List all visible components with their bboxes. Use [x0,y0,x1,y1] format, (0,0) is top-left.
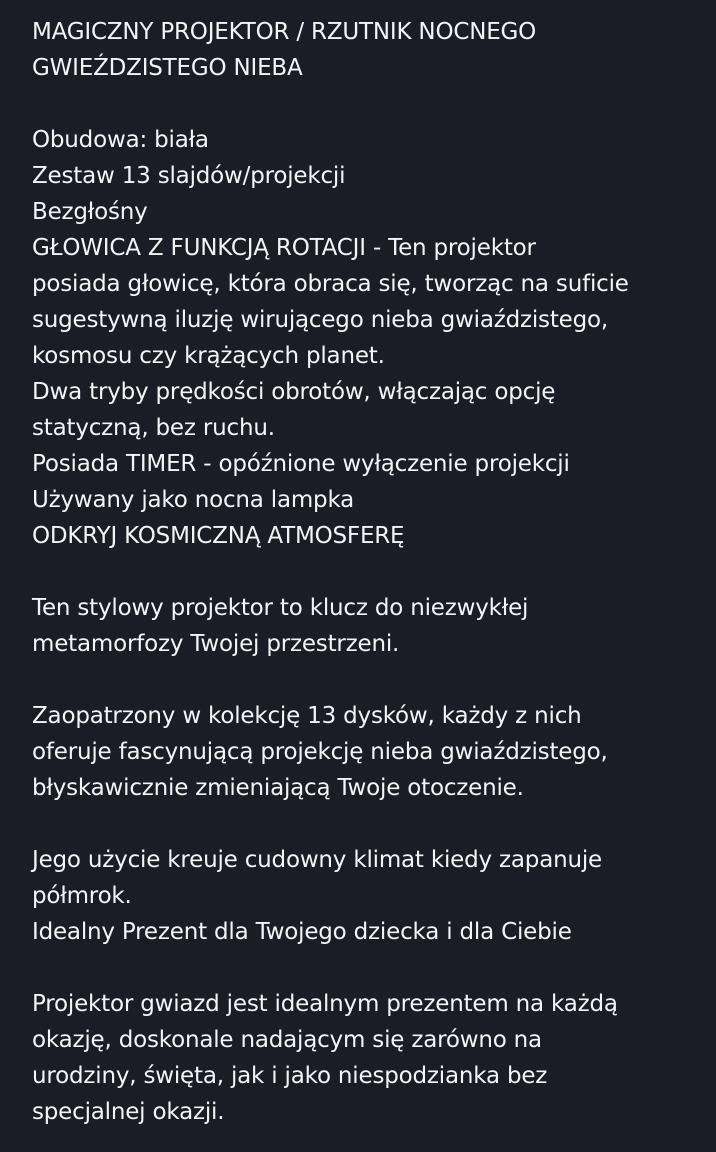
paragraph-line: oferuje fascynującą projekcję nieba gwiaździstego, [32,739,608,765]
paragraph-line: specjalnej okazji. [32,1099,225,1125]
feature-line: Obudowa: biała [32,127,209,153]
paragraph-line: metamorfozy Twojej przestrzeni. [32,631,400,657]
product-description [32,14,702,1130]
title-line: MAGICZNY PROJEKTOR / RZUTNIK NOCNEGO [32,19,537,45]
description-paragraph [32,590,702,662]
feature-line: Zestaw 13 slajdów/projekcji [32,163,346,189]
feature-line: GŁOWICA Z FUNKCJĄ ROTACJI - Ten projektor [32,235,536,261]
paragraph-line: Idealny Prezent dla Twojego dziecka i dla Ciebie [32,919,572,945]
feature-line: Bezgłośny [32,199,148,225]
paragraph-line: Projektor gwiazd jest idealnym prezentem na każdą [32,991,618,1017]
feature-line: Używany jako nocna lampka [32,487,355,513]
paragraph-line: okazję, doskonale nadającym się zarówno na [32,1027,542,1053]
feature-line: kosmosu czy krążących planet. [32,343,385,369]
paragraph-line: urodziny, święta, jak i jako niespodzianka bez [32,1063,548,1089]
description-paragraph [32,698,702,806]
feature-line: Posiada TIMER - opóźnione wyłączenie projekcji [32,451,570,477]
feature-line: ODKRYJ KOSMICZNĄ ATMOSFERĘ [32,523,405,549]
feature-line: posiada głowicę, która obraca się, tworząc na suficie [32,271,629,297]
product-title [32,14,702,86]
paragraph-line: Jego użycie kreuje cudowny klimat kiedy zapanuje [32,847,602,873]
paragraph-line: błyskawicznie zmieniającą Twoje otoczenie. [32,775,524,801]
feature-line: Dwa tryby prędkości obrotów, włączając opcję [32,379,556,405]
description-paragraph [32,842,702,950]
title-line: GWIEŹDZISTEGO NIEBA [32,55,303,81]
feature-line: statyczną, bez ruchu. [32,415,275,441]
description-paragraph [32,986,702,1130]
feature-line: sugestywną iluzję wirującego nieba gwiaździstego, [32,307,608,333]
paragraph-line: Zaopatrzony w kolekcję 13 dysków, każdy z nich [32,703,582,729]
features-list [32,122,702,554]
paragraph-line: półmrok. [32,883,132,909]
paragraph-line: Ten stylowy projektor to klucz do niezwykłej [32,595,529,621]
